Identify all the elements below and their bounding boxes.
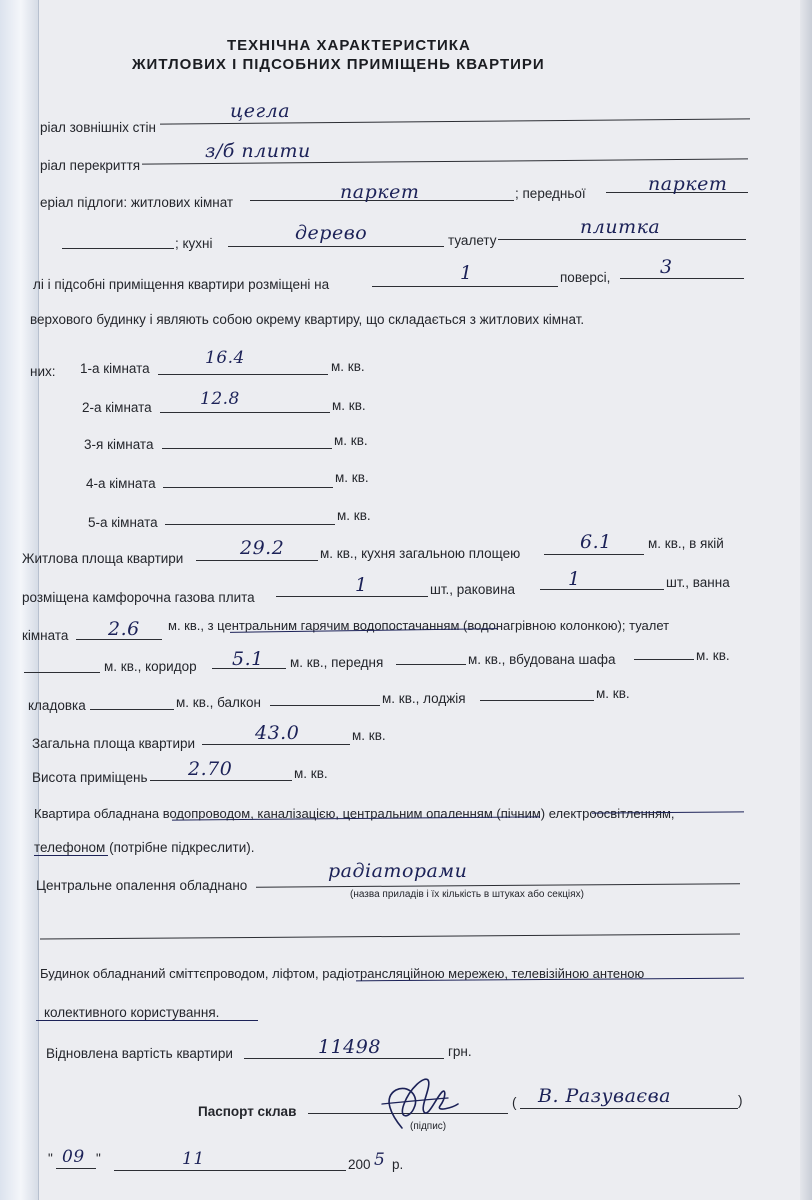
location-storeys-line: [620, 278, 744, 279]
room-2-line: [160, 412, 330, 413]
corridor-unit-2: м. кв., передня: [290, 655, 384, 670]
front-hall-line: [396, 664, 466, 665]
floors-kitchen-line: [228, 246, 444, 247]
equipped-line-2: телефоном (потрібне підкреслити).: [34, 840, 255, 855]
equipped-line-1: Квартира обладнана водопроводом, каналізацією, центральним опаленням (пічним) електроосвітленням,: [34, 806, 675, 821]
date-day: 09: [62, 1147, 85, 1167]
height-value: 2.70: [188, 758, 233, 780]
room-1-line: [158, 374, 328, 375]
height-unit: м. кв.: [294, 766, 328, 781]
floors-kitchen-label: ; кухні: [175, 236, 213, 251]
total-area-line: [202, 744, 350, 745]
storage-line: [90, 709, 174, 710]
cost-value: 11498: [318, 1036, 381, 1058]
heating-label: Центральне опалення обладнано: [36, 878, 248, 893]
location-storeys-value: 3: [660, 256, 673, 278]
rooms-prefix: них:: [30, 364, 56, 379]
signature-hint: (підпис): [410, 1121, 447, 1132]
corridor-value: 5.1: [232, 648, 264, 670]
room-2-unit: м. кв.: [332, 398, 366, 413]
living-area-line: [196, 560, 318, 561]
corridor-unit-3: м. кв., вбудована шафа: [468, 652, 616, 667]
toilet-area-line: [24, 672, 100, 673]
room-1-unit: м. кв.: [331, 359, 365, 374]
room-2-label: 2-а кімната: [82, 400, 152, 415]
date-quote-close: ": [96, 1151, 101, 1166]
stove-label: розміщена камфорочна газова плита: [22, 590, 255, 605]
passport-label: Паспорт склав: [198, 1104, 297, 1119]
location-floor-label: поверсі,: [560, 270, 611, 285]
name-paren-open: (: [512, 1095, 517, 1110]
room-4-line: [163, 487, 333, 488]
date-year-digit: 5: [374, 1150, 386, 1170]
date-month-line: [114, 1170, 346, 1171]
total-area-unit: м. кв.: [352, 728, 386, 743]
cost-label: Відновлена вартість квартири: [46, 1046, 233, 1061]
floors-kitchen-value: дерево: [295, 222, 368, 244]
ceiling-label: ріал перекриття: [40, 158, 141, 173]
date-year-prefix: 200: [348, 1157, 371, 1172]
room-3-unit: м. кв.: [334, 433, 368, 448]
floors-hall-label: ; передньої: [515, 186, 586, 201]
floors-label: еріал підлоги: житлових кімнат: [40, 195, 234, 210]
room-4-label: 4-а кімната: [86, 476, 156, 491]
room-3-label: 3-я кімната: [84, 437, 154, 452]
floors-hall-value: паркет: [648, 173, 728, 195]
title-line-1: ТЕХНІЧНА ХАРАКТЕРИСТИКА: [227, 37, 471, 54]
equipped-underline-3: [34, 855, 108, 856]
stove-sink-label: шт., раковина: [430, 582, 516, 597]
walls-label: ріал зовнішніх стін: [40, 120, 156, 135]
stove-count: 1: [355, 574, 368, 596]
stove-line: [276, 596, 428, 597]
floors-toilet-value: плитка: [580, 216, 661, 238]
location-floor-value: 1: [460, 262, 473, 284]
ceiling-value: з/б плити: [205, 140, 311, 162]
floors-toilet-line: [498, 239, 746, 240]
heating-hint: (назва приладів і їх кількість в штуках або секціях): [350, 889, 584, 900]
cost-line: [244, 1058, 444, 1059]
date-month: 11: [182, 1149, 205, 1169]
name-paren-close: ): [738, 1093, 743, 1108]
room-5-label: 5-а кімната: [88, 515, 158, 530]
location-line-2: верхового будинку і являють собою окрему квартиру, що складається з житлових кімнат.: [30, 312, 585, 327]
room-5-line: [165, 524, 335, 525]
sink-count: 1: [568, 568, 581, 590]
bath-value: 2.6: [108, 618, 140, 640]
wardrobe-line: [634, 659, 694, 660]
total-area-label: Загальна площа квартири: [32, 736, 196, 751]
floors-living-value: паркет: [340, 181, 420, 203]
walls-value: цегла: [230, 100, 291, 122]
height-label: Висота приміщень: [32, 770, 148, 785]
room-1-value: 16.4: [205, 348, 245, 368]
corridor-unit-1: м. кв., коридор: [104, 659, 197, 674]
heating-value: радіаторами: [328, 860, 468, 882]
location-floor-line: [372, 286, 558, 287]
height-line: [150, 780, 292, 781]
living-area-tail: м. кв., в якій: [648, 536, 724, 551]
room-5-unit: м. кв.: [337, 508, 371, 523]
date-quote-open: ": [48, 1151, 53, 1166]
floors-extra-line: [62, 248, 174, 249]
total-area-value: 43.0: [255, 722, 300, 744]
storage-label: кладовка: [28, 698, 86, 713]
storage-unit-2: м. кв., лоджія: [382, 691, 466, 706]
kitchen-area-value: 6.1: [580, 531, 612, 553]
living-area-label: Житлова площа квартири: [22, 551, 184, 566]
date-day-line: [56, 1168, 96, 1169]
stove-tail: шт., ванна: [666, 575, 730, 590]
storage-unit-3: м. кв.: [596, 686, 630, 701]
room-1-label: 1-а кімната: [80, 361, 150, 376]
title-line-2: ЖИТЛОВИХ І ПІДСОБНИХ ПРИМІЩЕНЬ КВАРТИРИ: [132, 56, 545, 73]
compiler-name: В. Разуваєва: [538, 1085, 671, 1107]
date-year-suffix: р.: [392, 1157, 404, 1172]
room-4-unit: м. кв.: [335, 470, 369, 485]
kitchen-area-line: [544, 554, 644, 555]
living-area-kitchen-label: м. кв., кухня загальною площею: [320, 546, 521, 561]
room-2-value: 12.8: [200, 389, 240, 409]
sink-line: [540, 589, 664, 590]
heating-extra-line: [40, 934, 740, 940]
name-line: [520, 1108, 738, 1109]
storage-unit-1: м. кв., балкон: [176, 695, 261, 710]
living-area-value: 29.2: [240, 537, 285, 559]
room-3-line: [162, 448, 332, 449]
bath-label: кімната: [22, 628, 69, 643]
building-line-1: Будинок обладнаний сміттєпроводом, ліфтом, радіотрансляційною мережею, телевізійною антеною: [40, 966, 645, 981]
building-line-2: колективного користування.: [44, 1005, 220, 1020]
floors-toilet-label: туалету: [448, 233, 497, 248]
building-underline-2: [36, 1020, 258, 1021]
balcony-line: [270, 705, 380, 706]
page-edge: [800, 0, 812, 1200]
cost-unit: грн.: [448, 1044, 472, 1059]
bath-text: м. кв., з центральним гарячим водопостачанням (водонагрівною колонкою); туалет: [168, 618, 670, 633]
corridor-unit-4: м. кв.: [696, 648, 730, 663]
loggia-line: [480, 700, 594, 701]
location-label: лі і підсобні приміщення квартири розміщені на: [33, 277, 330, 292]
